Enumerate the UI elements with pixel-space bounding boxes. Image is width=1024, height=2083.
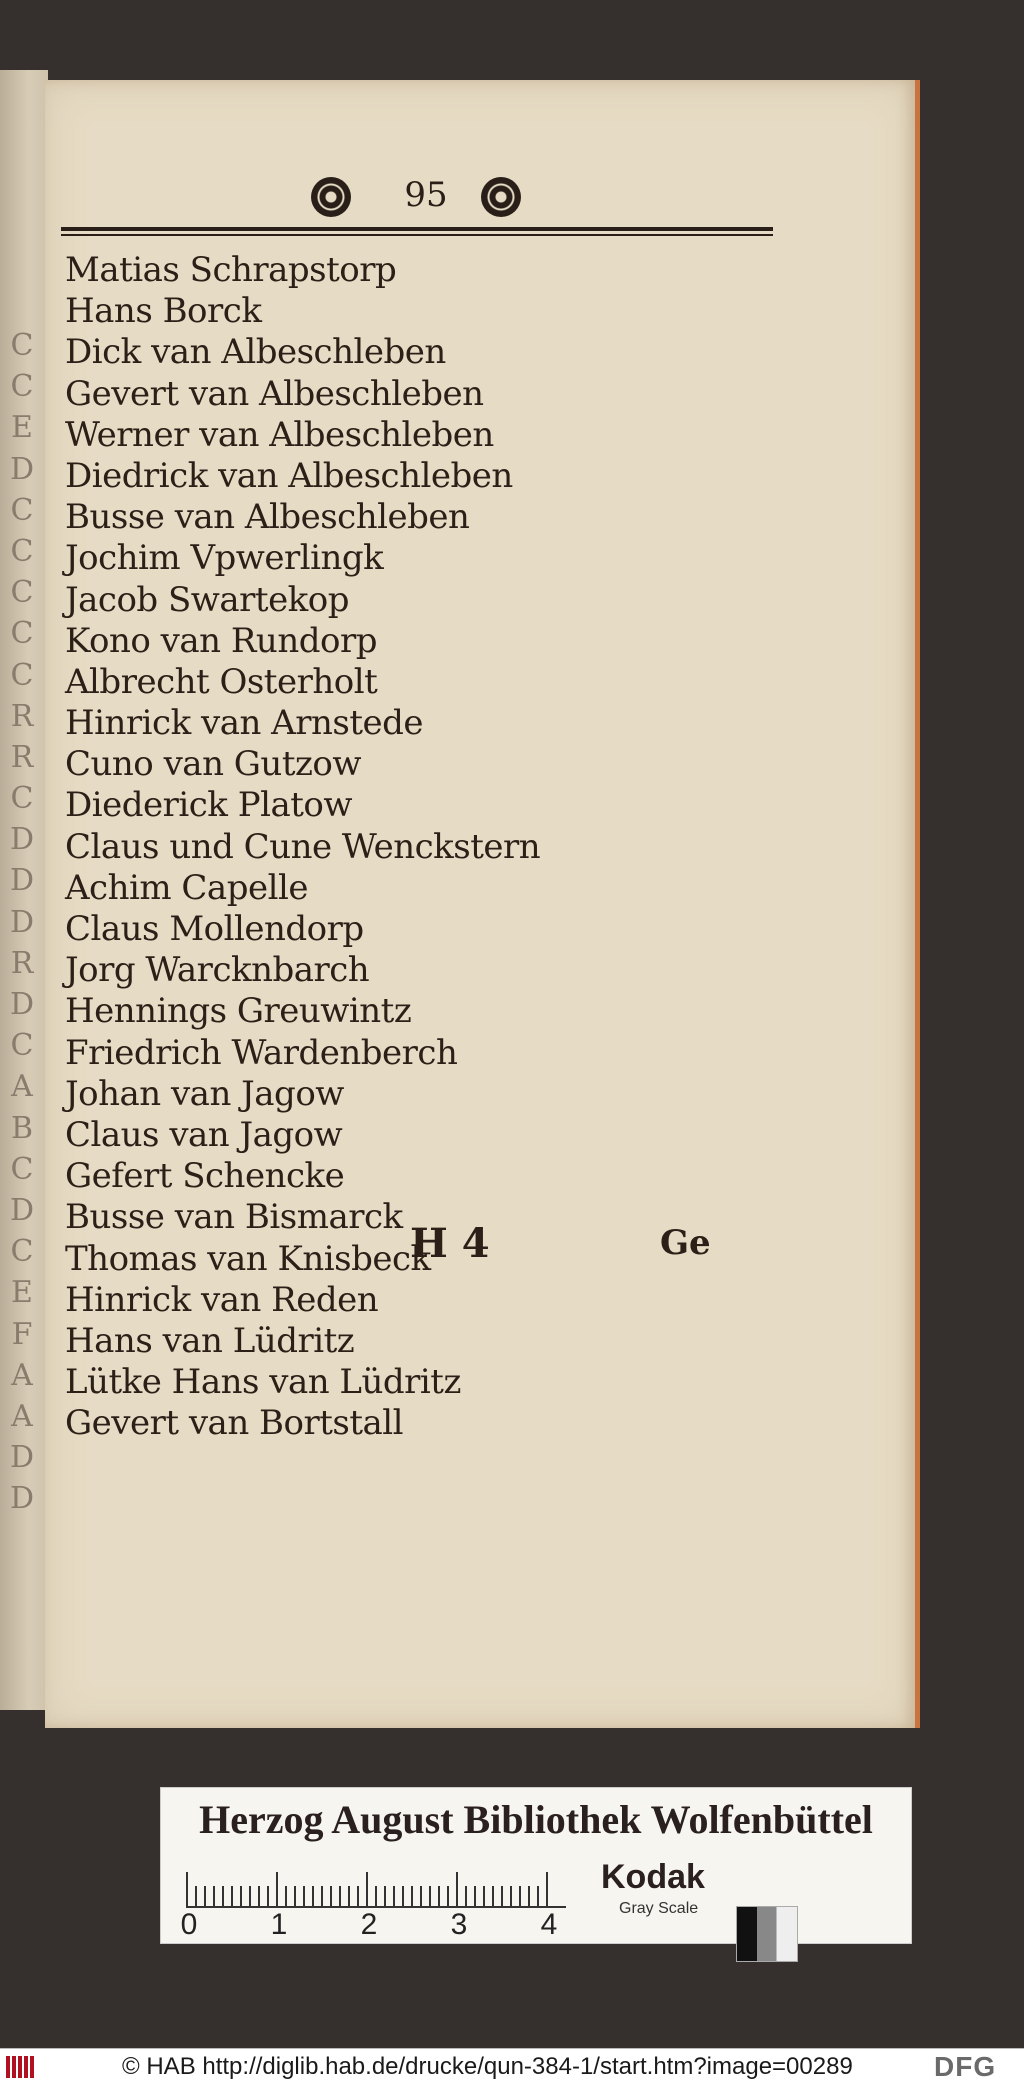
name-list xyxy=(65,250,625,1444)
ruler-tick xyxy=(501,1886,503,1906)
ruler-tick xyxy=(411,1886,413,1906)
scale-ruler xyxy=(180,1868,566,1941)
ruler-tick xyxy=(438,1886,440,1906)
ruler-tick xyxy=(204,1886,206,1906)
name-line: Kono van Rundorp xyxy=(65,620,377,661)
ruler-tick xyxy=(366,1872,368,1906)
name-line: Jochim Vpwerlingk xyxy=(65,538,384,579)
ruler-tick xyxy=(249,1886,251,1906)
name-line: Johan van Jagow xyxy=(65,1073,344,1114)
previous-page-letters: C C E D C C C C C R R C D D D R D C A B C D C E F A A D D xyxy=(9,328,35,1517)
page-number: 95 xyxy=(404,175,448,215)
ruler-tick xyxy=(258,1886,260,1906)
ruler-label: 2 xyxy=(360,1908,378,1941)
color-calibration-card xyxy=(160,1787,912,1944)
name-line: Hennings Greuwintz xyxy=(65,991,412,1032)
name-line: Matias Schrapstorp xyxy=(65,250,397,290)
ruler-label: 1 xyxy=(270,1908,288,1941)
name-line: Diedrick van Albeschleben xyxy=(65,455,513,496)
ruler-tick xyxy=(546,1872,548,1906)
ruler-tick xyxy=(483,1886,485,1906)
name-line: Diederick Platow xyxy=(65,785,352,826)
ruler-tick xyxy=(528,1886,530,1906)
ruler-tick xyxy=(375,1886,377,1906)
name-line: Friedrich Wardenberch xyxy=(65,1032,458,1073)
ruler-tick xyxy=(321,1886,323,1906)
ruler-tick xyxy=(312,1886,314,1906)
name-line: Hans Borck xyxy=(65,291,262,332)
ruler-tick xyxy=(294,1886,296,1906)
ruler-tick xyxy=(213,1886,215,1906)
viewer-footer xyxy=(0,2048,1024,2083)
copyright-link[interactable]: © HAB http://diglib.hab.de/drucke/qun-384-1/start.htm?image=00289 xyxy=(122,2053,853,2080)
name-line: Gevert van Albeschleben xyxy=(65,373,484,414)
ruler-tick xyxy=(429,1886,431,1906)
ruler-tick xyxy=(222,1886,224,1906)
name-line: Gevert van Bortstall xyxy=(65,1403,404,1444)
name-line: Thomas van Knisbeck xyxy=(65,1238,431,1279)
ruler-label: 0 xyxy=(180,1908,198,1941)
ruler-tick xyxy=(195,1886,197,1906)
ruler-tick xyxy=(339,1886,341,1906)
library-name: Herzog August Bibliothek Wolfenbüttel xyxy=(199,1797,873,1842)
name-line: Albrecht Osterholt xyxy=(65,661,378,702)
hab-logo-icon xyxy=(6,2056,46,2078)
ruler-tick xyxy=(240,1886,242,1906)
name-line: Hinrick van Reden xyxy=(65,1279,379,1320)
header-rule xyxy=(61,227,773,236)
name-line: Achim Capelle xyxy=(65,867,308,908)
dfg-logo: DFG xyxy=(934,2051,997,2082)
ruler-tick xyxy=(348,1886,350,1906)
page-header xyxy=(61,175,773,225)
ruler-label: 4 xyxy=(540,1908,558,1941)
name-line: Jorg Warcknbarch xyxy=(65,950,370,991)
ruler-tick xyxy=(285,1886,287,1906)
gray-scale-swatch xyxy=(736,1906,798,1962)
rosette-ornament-icon xyxy=(481,177,521,217)
name-line: Dick van Albeschleben xyxy=(65,332,446,373)
ruler-tick xyxy=(384,1886,386,1906)
signature-mark: H 4 xyxy=(410,1220,490,1267)
ruler-tick xyxy=(447,1886,449,1906)
name-line: Cuno van Gutzow xyxy=(65,744,361,785)
name-line: Busse van Bismarck xyxy=(65,1197,403,1238)
ruler-tick xyxy=(465,1886,467,1906)
ruler-tick xyxy=(357,1886,359,1906)
gray-scale-label: Gray Scale xyxy=(619,1900,699,1917)
ruler-tick xyxy=(492,1886,494,1906)
ruler-tick xyxy=(330,1886,332,1906)
name-line: Gefert Schencke xyxy=(65,1156,345,1197)
book-page xyxy=(45,80,920,1728)
ruler-tick xyxy=(267,1886,269,1906)
ruler-tick xyxy=(537,1886,539,1906)
ruler-tick xyxy=(276,1872,278,1906)
ruler-tick xyxy=(303,1886,305,1906)
catchword: Ge xyxy=(660,1223,711,1263)
name-line: Claus Mollendorp xyxy=(65,909,364,949)
previous-page-edge xyxy=(0,70,48,1710)
name-line: Werner van Albeschleben xyxy=(65,414,494,455)
ruler-tick xyxy=(510,1886,512,1906)
ruler-tick xyxy=(393,1886,395,1906)
name-line: Jacob Swartekop xyxy=(65,579,350,620)
name-line: Lütke Hans van Lüdritz xyxy=(65,1362,461,1403)
name-line: Claus van Jagow xyxy=(65,1114,343,1155)
ruler-tick xyxy=(519,1886,521,1906)
ruler-tick xyxy=(402,1886,404,1906)
name-line: Hinrick van Arnstede xyxy=(65,703,424,744)
name-line: Busse van Albeschleben xyxy=(65,497,470,538)
ruler-tick xyxy=(231,1886,233,1906)
ruler-tick xyxy=(456,1872,458,1906)
bleed-through-text xyxy=(665,280,865,1180)
rosette-ornament-icon xyxy=(311,177,351,217)
kodak-logo: Kodak xyxy=(601,1858,705,1896)
ruler-tick xyxy=(420,1886,422,1906)
ruler-tick xyxy=(474,1886,476,1906)
name-line: Hans van Lüdritz xyxy=(65,1320,355,1361)
ruler-label: 3 xyxy=(450,1908,468,1941)
ruler-tick xyxy=(186,1872,188,1906)
name-line: Claus und Cune Wenckstern xyxy=(65,826,541,867)
